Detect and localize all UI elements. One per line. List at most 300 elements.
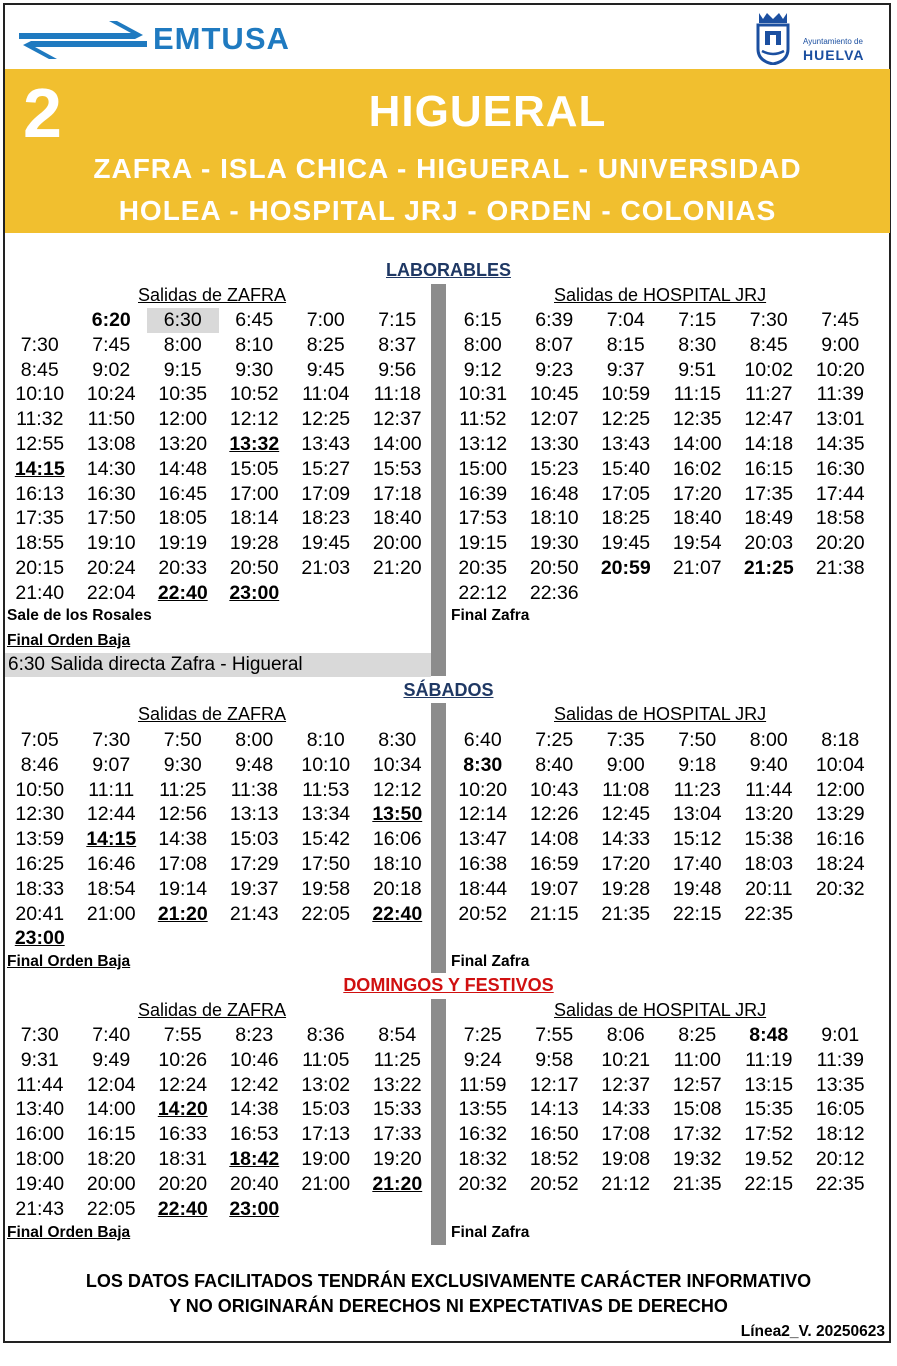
departure-time: 14:30 xyxy=(86,457,136,480)
departure-time: 8:18 xyxy=(821,729,860,751)
departure-time: 19.52 xyxy=(744,1147,794,1170)
departure-time: 11:18 xyxy=(373,383,421,406)
departure-time xyxy=(4,308,76,333)
departure-time: 12:00 xyxy=(815,778,865,801)
laborables-zafra-timetable xyxy=(4,308,433,606)
departure-time: 10:20 xyxy=(815,358,865,381)
departure-time: 17:50 xyxy=(86,507,136,530)
departure-time: 20:40 xyxy=(229,1172,279,1195)
departure-time: 20:24 xyxy=(86,556,136,579)
departure-time: 7:55 xyxy=(163,1024,202,1046)
departure-time: 22:36 xyxy=(529,581,579,604)
departure-time: 20:12 xyxy=(815,1147,865,1170)
note-final-zafra: Final Zafra xyxy=(451,1224,530,1241)
note-rosales: Sale de los Rosales xyxy=(7,607,152,624)
departure-time: 19:58 xyxy=(301,877,351,900)
departure-time: 14:15 xyxy=(86,828,137,851)
departure-time: 17:08 xyxy=(158,852,208,875)
departure-time: 10:35 xyxy=(158,383,208,406)
departure-time xyxy=(362,1197,434,1222)
departure-time: 18:33 xyxy=(15,877,65,900)
departure-time: 14:48 xyxy=(158,457,208,480)
departure-time: 12:42 xyxy=(229,1073,279,1096)
departure-time: 11:32 xyxy=(16,408,64,431)
departure-time: 17:13 xyxy=(301,1123,351,1146)
departure-time: 8:54 xyxy=(378,1024,417,1046)
departure-time: 13:02 xyxy=(301,1073,351,1096)
departure-time: 22:12 xyxy=(458,581,508,604)
departure-time: 15:00 xyxy=(458,457,508,480)
departure-time: 19:37 xyxy=(229,877,279,900)
departure-time xyxy=(290,1197,362,1222)
departure-time: 17:32 xyxy=(672,1123,722,1146)
departure-time: 12:47 xyxy=(744,408,794,431)
departure-time: 8:40 xyxy=(535,753,574,776)
departure-time: 8:45 xyxy=(749,333,788,356)
departure-time: 14:38 xyxy=(229,1098,279,1121)
departure-time: 19:32 xyxy=(672,1147,722,1170)
departure-time: 10:50 xyxy=(15,778,65,801)
departure-time: 18:23 xyxy=(301,507,351,530)
departure-time: 15:38 xyxy=(744,828,794,851)
departure-time: 18:24 xyxy=(815,852,865,875)
departure-time: 19:10 xyxy=(86,532,136,555)
departure-time: 17:50 xyxy=(301,852,351,875)
departure-time: 14:08 xyxy=(529,828,579,851)
departure-time: 21:40 xyxy=(15,581,65,604)
departure-time: 15:27 xyxy=(301,457,351,480)
departure-time: 19:00 xyxy=(301,1147,351,1170)
departure-time: 9:49 xyxy=(92,1048,131,1071)
departure-time: 8:45 xyxy=(20,358,59,381)
departure-time: 13:20 xyxy=(744,803,794,826)
departure-time: 12:37 xyxy=(601,1073,651,1096)
departure-time: 10:10 xyxy=(15,383,65,406)
departure-time: 11:04 xyxy=(302,383,350,406)
departure-time xyxy=(362,581,434,606)
departure-time: 17:40 xyxy=(672,852,722,875)
departure-time: 21:43 xyxy=(15,1197,65,1220)
direct-service-note: 6:30 Salida directa Zafra - Higueral xyxy=(5,653,431,677)
departure-time: 10:02 xyxy=(744,358,794,381)
departure-time: 20:35 xyxy=(458,556,508,579)
departure-time: 20:11 xyxy=(745,877,793,900)
departure-time: 9:40 xyxy=(749,753,788,776)
departure-time: 16:50 xyxy=(529,1123,579,1146)
departure-time: 15:05 xyxy=(229,457,279,480)
departure-time: 19:28 xyxy=(229,532,279,555)
departure-time: 6:45 xyxy=(235,309,274,331)
departure-time: 12:37 xyxy=(372,408,422,431)
departure-time: 10:52 xyxy=(229,383,279,406)
laborables-left-heading: Salidas de ZAFRA xyxy=(138,285,287,305)
departure-time: 18:49 xyxy=(744,507,794,530)
departure-time: 21:00 xyxy=(86,902,136,925)
departure-time: 20:52 xyxy=(458,902,508,925)
departure-time: 15:40 xyxy=(601,457,651,480)
departure-time: 19:15 xyxy=(458,532,508,555)
departure-time: 9:24 xyxy=(463,1048,502,1071)
departure-time: 7:30 xyxy=(92,729,131,751)
departure-time: 16:45 xyxy=(158,482,208,505)
departure-time: 18:55 xyxy=(15,532,65,555)
departure-time: 11:25 xyxy=(159,778,207,801)
departure-time: 22:40 xyxy=(372,902,423,925)
departure-time: 11:05 xyxy=(302,1048,350,1071)
departure-time: 8:00 xyxy=(235,729,274,751)
departure-time: 20:18 xyxy=(372,877,422,900)
departure-time: 16:33 xyxy=(158,1123,208,1146)
ayuntamiento-label: Ayuntamiento de xyxy=(803,37,863,46)
departure-time: 11:53 xyxy=(302,778,350,801)
departure-time: 8:30 xyxy=(463,753,503,776)
departure-time: 15:23 xyxy=(529,457,579,480)
disclaimer-line-2: Y NO ORIGINARÁN DERECHOS NI EXPECTATIVAS DE DERECHO xyxy=(169,1296,728,1316)
departure-time: 13:13 xyxy=(229,803,279,826)
departure-time: 13:59 xyxy=(15,828,65,851)
departure-time: 7:30 xyxy=(20,333,59,356)
departure-time: 7:04 xyxy=(606,309,645,331)
departure-time: 7:30 xyxy=(20,1024,59,1046)
departure-time: 14:13 xyxy=(529,1098,579,1121)
departure-time: 10:46 xyxy=(229,1048,279,1071)
departure-time: 22:04 xyxy=(86,581,136,604)
departure-time: 12:17 xyxy=(529,1073,579,1096)
departure-time: 9:45 xyxy=(306,358,345,381)
departure-time: 19:08 xyxy=(601,1147,651,1170)
departure-time: 16:02 xyxy=(672,457,722,480)
departure-time: 11:52 xyxy=(459,408,507,431)
departure-time: 19:30 xyxy=(529,532,579,555)
departure-time: 7:45 xyxy=(821,309,860,331)
departure-time: 9:48 xyxy=(235,753,274,776)
departure-time: 20:32 xyxy=(458,1172,508,1195)
departure-time: 21:20 xyxy=(372,1172,423,1195)
line-banner xyxy=(5,69,890,233)
departure-time: 19:45 xyxy=(601,532,651,555)
departure-time: 8:10 xyxy=(306,729,345,751)
departure-time: 12:07 xyxy=(529,408,579,431)
departure-time: 19:14 xyxy=(158,877,208,900)
departure-time: 17:29 xyxy=(229,852,279,875)
departure-time: 18:14 xyxy=(229,507,279,530)
domingos-zafra-timetable xyxy=(4,1023,433,1221)
departure-time: 18:44 xyxy=(458,877,508,900)
departure-time: 11:44 xyxy=(745,778,793,801)
departure-time: 20:00 xyxy=(86,1172,136,1195)
departure-time: 13:43 xyxy=(301,432,351,455)
departure-time: 13:22 xyxy=(372,1073,422,1096)
departure-time: 9:07 xyxy=(92,753,131,776)
departure-time: 16:05 xyxy=(815,1098,865,1121)
laborables-hospital-timetable xyxy=(447,308,876,606)
departure-time: 8:06 xyxy=(606,1024,645,1046)
departure-time: 15:03 xyxy=(229,828,279,851)
section-title-domingos: DOMINGOS Y FESTIVOS xyxy=(343,975,554,995)
departure-time: 16:15 xyxy=(744,457,794,480)
departure-time: 7:45 xyxy=(92,333,131,356)
departure-time: 9:31 xyxy=(20,1048,59,1071)
departure-time: 17:08 xyxy=(601,1123,651,1146)
column-divider xyxy=(431,999,446,1245)
departure-time xyxy=(805,581,877,606)
note-final-orden-baja: Final Orden Baja xyxy=(7,953,131,970)
departure-time: 21:00 xyxy=(301,1172,351,1195)
departure-time: 15:03 xyxy=(301,1098,351,1121)
departure-time: 20:20 xyxy=(815,532,865,555)
departure-time: 12:30 xyxy=(15,803,65,826)
departure-time: 8:48 xyxy=(749,1024,789,1046)
departure-time: 14:35 xyxy=(815,432,865,455)
departure-time: 19:20 xyxy=(372,1147,422,1170)
departure-time: 7:05 xyxy=(20,729,59,751)
version-label: Línea2_V. 20250623 xyxy=(740,1323,885,1340)
departure-time: 11:08 xyxy=(602,778,650,801)
departure-time: 6:30 xyxy=(147,308,219,333)
departure-time: 18:25 xyxy=(601,507,651,530)
departure-time: 20:50 xyxy=(529,556,579,579)
huelva-crest-icon xyxy=(753,9,793,65)
departure-time: 7:30 xyxy=(749,309,788,331)
departure-time: 13:08 xyxy=(86,432,136,455)
departure-time: 16:16 xyxy=(815,828,865,851)
departure-time: 16:15 xyxy=(86,1123,136,1146)
departure-time: 22:35 xyxy=(815,1172,865,1195)
departure-time: 18:40 xyxy=(672,507,722,530)
departure-time: 12:24 xyxy=(158,1073,208,1096)
departure-time: 7:55 xyxy=(535,1024,574,1046)
departure-time: 12:00 xyxy=(158,408,208,431)
departure-time: 8:30 xyxy=(378,729,417,751)
departure-time: 11:15 xyxy=(673,383,721,406)
departure-time: 20:41 xyxy=(15,902,65,925)
departure-time: 8:30 xyxy=(678,333,717,356)
departure-time: 12:44 xyxy=(86,803,136,826)
departure-time: 23:00 xyxy=(14,927,65,950)
section-title-laborables: LABORABLES xyxy=(386,260,511,280)
departure-time: 13:32 xyxy=(229,432,280,455)
departure-time: 11:39 xyxy=(816,383,864,406)
departure-time: 18:52 xyxy=(529,1147,579,1170)
departure-time: 18:10 xyxy=(372,852,422,875)
line-name: HIGUERAL xyxy=(368,87,607,136)
departure-time: 9:12 xyxy=(463,358,502,381)
departure-time: 19:07 xyxy=(529,877,579,900)
departure-time: 8:36 xyxy=(306,1024,345,1046)
departure-time: 7:25 xyxy=(463,1024,502,1046)
departure-time: 16:53 xyxy=(229,1123,279,1146)
departure-time: 22:15 xyxy=(744,1172,794,1195)
departure-time: 14:00 xyxy=(672,432,722,455)
departure-time: 19:48 xyxy=(672,877,722,900)
departure-time: 9:30 xyxy=(163,753,202,776)
departure-time: 16:38 xyxy=(458,852,508,875)
departure-time: 21:43 xyxy=(229,902,279,925)
departure-time: 8:15 xyxy=(606,333,645,356)
departure-time: 9:00 xyxy=(821,333,860,356)
departure-time: 22:35 xyxy=(744,902,794,925)
departure-time: 14:15 xyxy=(14,457,65,480)
departure-time: 15:35 xyxy=(744,1098,794,1121)
departure-time: 9:37 xyxy=(606,358,645,381)
departure-time: 20:20 xyxy=(158,1172,208,1195)
departure-time: 13:20 xyxy=(158,432,208,455)
departure-time: 20:03 xyxy=(744,532,794,555)
note-final-zafra: Final Zafra xyxy=(451,953,530,970)
departure-time: 17:20 xyxy=(601,852,651,875)
departure-time: 10:24 xyxy=(86,383,136,406)
departure-time: 9:23 xyxy=(535,358,574,381)
departure-time: 9:18 xyxy=(678,753,717,776)
departure-time: 13:55 xyxy=(458,1098,508,1121)
departure-time: 13:15 xyxy=(744,1073,794,1096)
departure-time: 9:02 xyxy=(92,358,131,381)
departure-time: 21:15 xyxy=(529,902,579,925)
departure-time: 18:31 xyxy=(158,1147,208,1170)
ayuntamiento-city: HUELVA xyxy=(803,47,865,63)
departure-time: 19:45 xyxy=(301,532,351,555)
departure-time: 20:15 xyxy=(15,556,65,579)
departure-time: 11:38 xyxy=(230,778,278,801)
departure-time: 11:25 xyxy=(373,1048,421,1071)
departure-time: 17:18 xyxy=(372,482,422,505)
departure-time: 22:40 xyxy=(157,581,208,604)
line-number: 2 xyxy=(23,74,62,152)
departure-time: 14:00 xyxy=(86,1098,136,1121)
departure-time: 21:12 xyxy=(601,1172,651,1195)
departure-time: 11:23 xyxy=(673,778,721,801)
departure-time: 17:33 xyxy=(372,1123,422,1146)
departure-time: 13:43 xyxy=(601,432,651,455)
departure-time: 10:26 xyxy=(158,1048,208,1071)
disclaimer-line-1: LOS DATOS FACILITADOS TENDRÁN EXCLUSIVAMENTE CARÁCTER INFORMATIVO xyxy=(85,1271,812,1291)
departure-time: 12:14 xyxy=(458,803,508,826)
departure-time: 15:08 xyxy=(672,1098,722,1121)
note-final-zafra: Final Zafra xyxy=(451,607,530,624)
departure-time xyxy=(362,926,434,951)
departure-time xyxy=(662,581,734,606)
laborables-right-heading: Salidas de HOSPITAL JRJ xyxy=(554,285,767,305)
section-title-sabados: SÁBADOS xyxy=(403,680,494,700)
departure-time: 11:59 xyxy=(459,1073,507,1096)
departure-time: 15:53 xyxy=(372,457,422,480)
departure-time: 16:25 xyxy=(15,852,65,875)
departure-time: 11:50 xyxy=(87,408,135,431)
departure-time: 9:56 xyxy=(378,358,417,381)
departure-time: 22:40 xyxy=(157,1197,208,1220)
departure-time: 20:32 xyxy=(815,877,865,900)
departure-time: 11:39 xyxy=(816,1048,864,1071)
departure-time xyxy=(76,926,148,951)
departure-time: 17:35 xyxy=(15,507,65,530)
departure-time: 22:15 xyxy=(672,902,722,925)
departure-time: 14:33 xyxy=(601,828,651,851)
departure-time: 20:59 xyxy=(600,556,651,579)
departure-time: 7:50 xyxy=(678,729,717,751)
route-stops-1: ZAFRA - ISLA CHICA - HIGUERAL - UNIVERSIDAD xyxy=(93,153,802,184)
departure-time: 6:40 xyxy=(463,729,502,751)
departure-time: 14:18 xyxy=(744,432,794,455)
departure-time: 21:20 xyxy=(157,902,208,925)
departure-time: 8:00 xyxy=(749,729,788,751)
departure-time: 7:15 xyxy=(378,309,417,331)
departure-time: 20:33 xyxy=(158,556,208,579)
departure-time: 20:50 xyxy=(229,556,279,579)
departure-time: 7:00 xyxy=(306,309,345,331)
departure-time xyxy=(733,581,805,606)
departure-time: 8:46 xyxy=(20,753,59,776)
departure-time: 10:20 xyxy=(458,778,508,801)
departure-time: 8:23 xyxy=(235,1024,274,1046)
departure-time: 8:00 xyxy=(163,333,202,356)
departure-time: 16:32 xyxy=(458,1123,508,1146)
departure-time: 11:44 xyxy=(16,1073,64,1096)
departure-time: 23:00 xyxy=(229,1197,280,1220)
departure-time: 13:04 xyxy=(672,803,722,826)
departure-time: 16:00 xyxy=(15,1123,65,1146)
departure-time: 19:28 xyxy=(601,877,651,900)
departure-time: 18:12 xyxy=(815,1123,865,1146)
departure-time: 18:58 xyxy=(815,507,865,530)
departure-time: 9:15 xyxy=(163,358,202,381)
departure-time: 12:56 xyxy=(158,803,208,826)
departure-time: 17:00 xyxy=(229,482,279,505)
departure-time: 9:58 xyxy=(535,1048,574,1071)
departure-time: 8:00 xyxy=(463,333,502,356)
departure-time xyxy=(219,926,291,951)
departure-time: 13:30 xyxy=(529,432,579,455)
departure-time: 10:31 xyxy=(458,383,508,406)
note-final-orden-baja: Final Orden Baja xyxy=(7,1224,131,1241)
departure-time: 8:25 xyxy=(306,333,345,356)
departure-time: 18:05 xyxy=(158,507,208,530)
sabados-zafra-timetable xyxy=(4,728,433,951)
departure-time: 15:12 xyxy=(672,828,722,851)
departure-time: 22:05 xyxy=(301,902,351,925)
departure-time: 10:59 xyxy=(601,383,651,406)
departure-time: 21:03 xyxy=(301,556,351,579)
departure-time: 7:50 xyxy=(163,729,202,751)
departure-time: 9:00 xyxy=(606,753,645,776)
departure-time: 21:25 xyxy=(743,556,794,579)
departure-time: 16:30 xyxy=(86,482,136,505)
emtusa-logo-icon xyxy=(13,13,153,61)
departure-time: 9:01 xyxy=(821,1024,860,1046)
departure-time: 17:20 xyxy=(672,482,722,505)
header xyxy=(5,5,890,69)
departure-time: 16:48 xyxy=(529,482,579,505)
domingos-hospital-timetable xyxy=(447,1023,876,1197)
departure-time: 21:07 xyxy=(672,556,722,579)
departure-time: 8:07 xyxy=(535,333,574,356)
departure-time: 10:10 xyxy=(301,753,351,776)
departure-time: 12:55 xyxy=(15,432,65,455)
departure-time: 18:32 xyxy=(458,1147,508,1170)
departure-time: 18:42 xyxy=(229,1147,280,1170)
departure-time: 12:04 xyxy=(86,1073,136,1096)
departure-time: 20:52 xyxy=(529,1172,579,1195)
departure-time: 15:42 xyxy=(301,828,351,851)
sabados-left-heading: Salidas de ZAFRA xyxy=(138,704,287,724)
departure-time: 13:40 xyxy=(15,1098,65,1121)
departure-time: 14:20 xyxy=(157,1098,208,1121)
departure-time: 19:54 xyxy=(672,532,722,555)
departure-time: 13:35 xyxy=(815,1073,865,1096)
domingos-right-heading: Salidas de HOSPITAL JRJ xyxy=(554,1000,767,1020)
departure-time: 14:00 xyxy=(372,432,422,455)
departure-time: 7:15 xyxy=(678,309,717,331)
departure-time: 16:59 xyxy=(529,852,579,875)
